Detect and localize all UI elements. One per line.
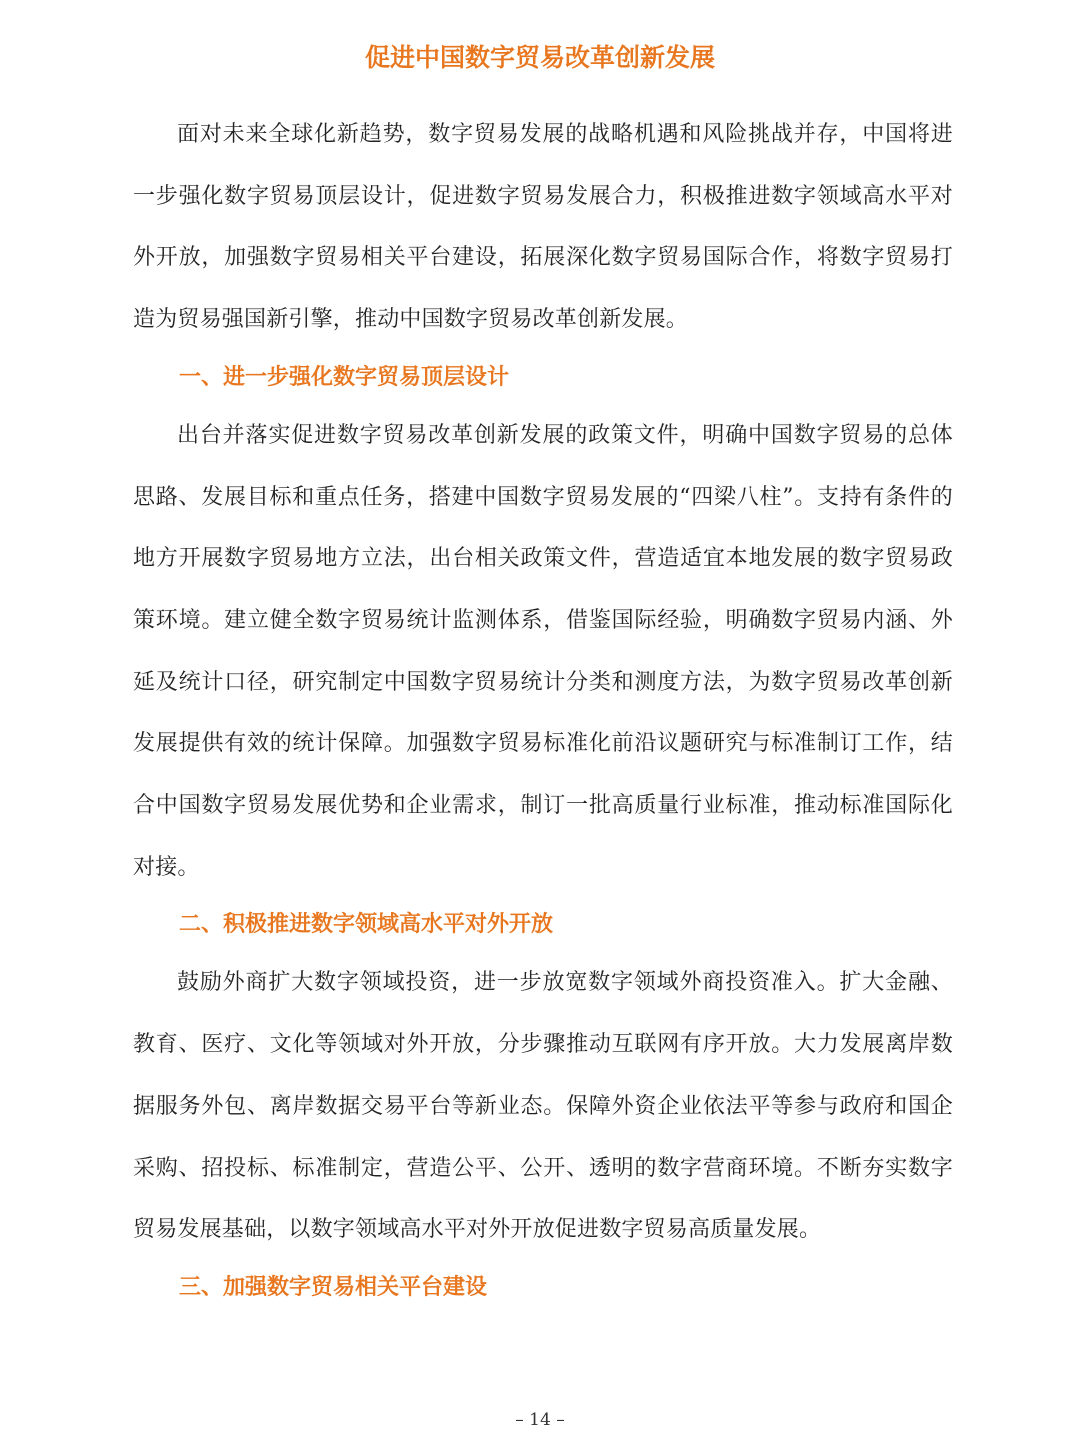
document-title: 促进中国数字贸易改革创新发展 xyxy=(364,43,715,72)
section-heading-2: 二、积极推进数字领域高水平对外开放 xyxy=(179,912,554,938)
intro-paragraph: 面对未来全球化新趋势，数字贸易发展的战略机遇和风险挑战并存，中国将进一步强化数字贸易顶层设计，促进数字贸易发展合力，积极推进数字领域高水平对外开放，加强数字贸易相关平台建设，拓展深化数字贸易国际合作，将数字贸易打造为贸易强国新引擎，推动中国数字贸易改革创新发展。 xyxy=(133,122,953,333)
section-heading-1: 一、进一步强化数字贸易顶层设计 xyxy=(179,364,510,390)
section-body-1: 出台并落实促进数字贸易改革创新发展的政策文件，明确中国数字贸易的总体思路、发展目标和重点任务，搭建中国数字贸易发展的“四梁八柱”。支持有条件的地方开展数字贸易地方立法，出台相关政策文件，营造适宜本地发展的数字贸易政策环境。建立健全数字贸易统计监测体系，借鉴国际经验，明确数字贸易内涵、外延及统计口径，研究制定中国数字贸易统计分类和测度方法，为数字贸易改革创新发展提供有效的统计保障。加强数字贸易标准化前沿议题研究与标准制订工作，结合中国数字贸易发展优势和企业需求，制订一批高质量行业标准，推动标准国际化对接。 xyxy=(133,422,953,880)
section-body-2: 鼓励外商扩大数字领域投资，进一步放宽数字领域外商投资准入。扩大金融、教育、医疗、文化等领域对外开放，分步骤推动互联网有序开放。大力发展离岸数据服务外包、离岸数据交易平台等新业态。保障外资企业依法平等参与政府和国企采购、招投标、标准制定，营造公平、公开、透明的数字营商环境。不断夯实数字贸易发展基础，以数字领域高水平对外开放促进数字贸易高质量发展。 xyxy=(133,970,953,1243)
section-heading-3: 三、加强数字贸易相关平台建设 xyxy=(179,1274,488,1300)
page-number: – 14 – xyxy=(515,1410,565,1430)
document-body xyxy=(133,104,953,1315)
